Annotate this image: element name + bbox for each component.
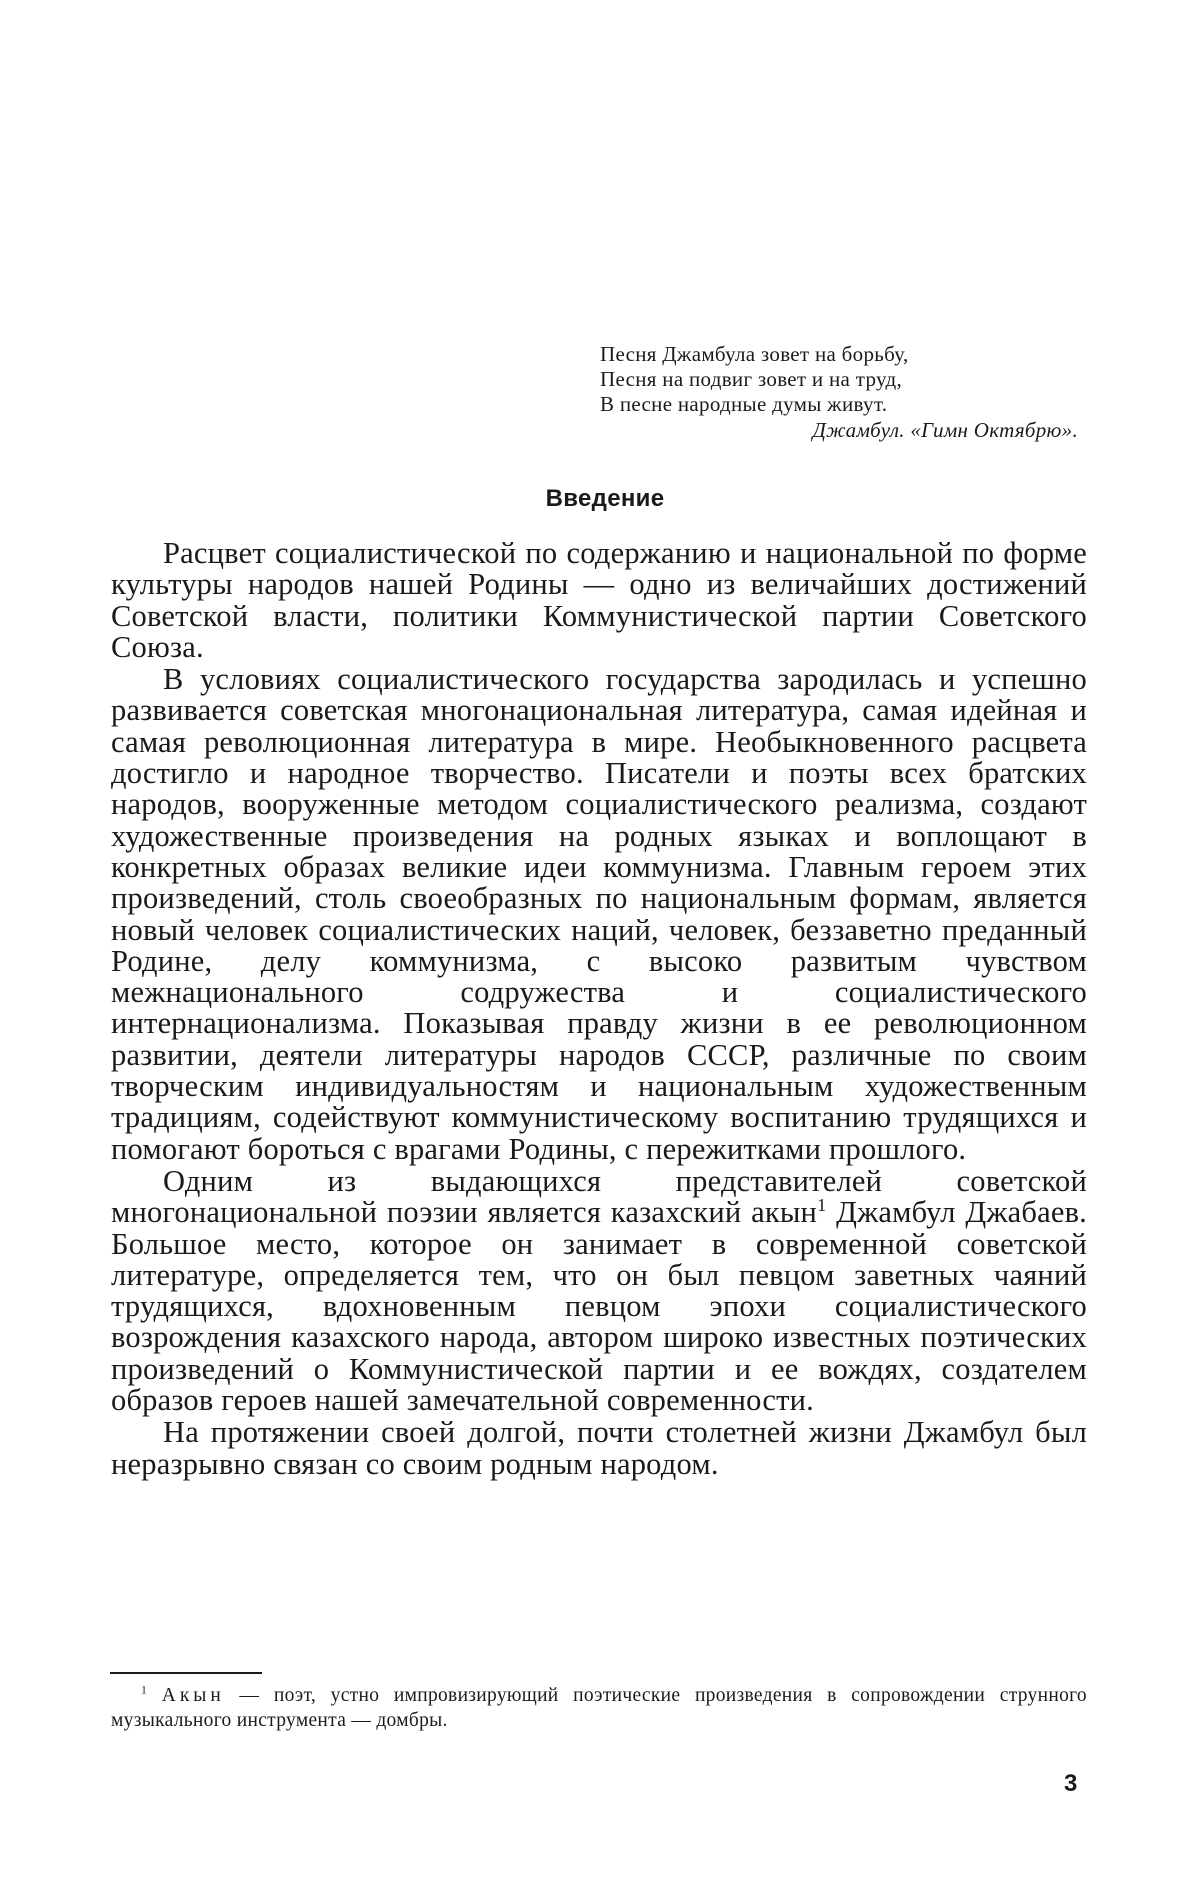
footnote-text: — поэт, устно импровизирующий поэтические произведения в сопровождении струнного музыкального инструмента — домбры.	[111, 1685, 1087, 1731]
footnote	[111, 1683, 1087, 1733]
footnote-term: Акын	[161, 1685, 225, 1706]
section-heading: Введение	[545, 485, 665, 512]
epigraph	[600, 342, 1080, 443]
footnote-reference[interactable]: 1	[817, 1195, 827, 1216]
paragraph-2: В условиях социалистического государства зародилась и успешно развивается советская многонациональная литература, самая идейная и самая революционная литература в мире. Необыкновенного расцвета достигло и народное творчество. Писатели и поэты всех братских народов, вооруженные методом социалистического реализма, создают художественные произведения на родных языках и воплощают в конкретных образах великие идеи коммунизма. Главным героем этих произведений, столь своеобразных по национальным формам, является новый человек социалистических наций, человек, беззаветно преданный Родине, делу коммунизма, с высоко развитым чувством межнационального содружества и социалистического интернационализма. Показывая правду жизни в ее революционном развитии, деятели литературы народов СССР, различные по своим творческим индивидуальностям и национальным художественным традициям, содействуют коммунистическому воспитанию трудящихся и помогают бороться с врагами Родины, с пережитками прошлого.	[111, 662, 1087, 1166]
body-text	[111, 538, 1087, 1481]
paragraph-3-part-1: Одним из выдающихся представителей советской многонациональной поэзии является казахский акын	[111, 1163, 1087, 1230]
paragraph-1: Расцвет социалистической по содержанию и национальной по форме культуры народов нашей Родины — одно из величайших достижений Советской власти, политики Коммунистической партии Советского Союза.	[111, 536, 1087, 664]
paragraph-4: На протяжении своей долгой, почти столетней жизни Джамбул был неразрывно связан со своим родным народом.	[111, 1415, 1087, 1481]
epigraph-line-2: Песня на подвиг зовет и на труд,	[600, 367, 902, 391]
epigraph-line-3: В песне народные думы живут.	[600, 392, 888, 416]
epigraph-line-1: Песня Джамбула зовет на борьбу,	[600, 342, 909, 366]
epigraph-attribution: Джамбул. «Гимн Октябрю».	[812, 418, 1078, 442]
footnote-divider	[110, 1672, 262, 1674]
paragraph-3-part-2: Джамбул Джабаев. Большое место, которое он занимает в современной советской литературе, определяется тем, что он был певцом заветных чаяний трудящихся, вдохновенным певцом эпохи социалистического возрождения казахского народа, автором широко известных поэтических произведений о Коммунистической партии и ее вождях, создателем образов героев нашей замечательной современности.	[111, 1195, 1087, 1418]
footnote-mark: 1	[141, 1683, 148, 1697]
page-number: 3	[1064, 1770, 1078, 1797]
paragraph-3	[111, 1163, 1087, 1418]
